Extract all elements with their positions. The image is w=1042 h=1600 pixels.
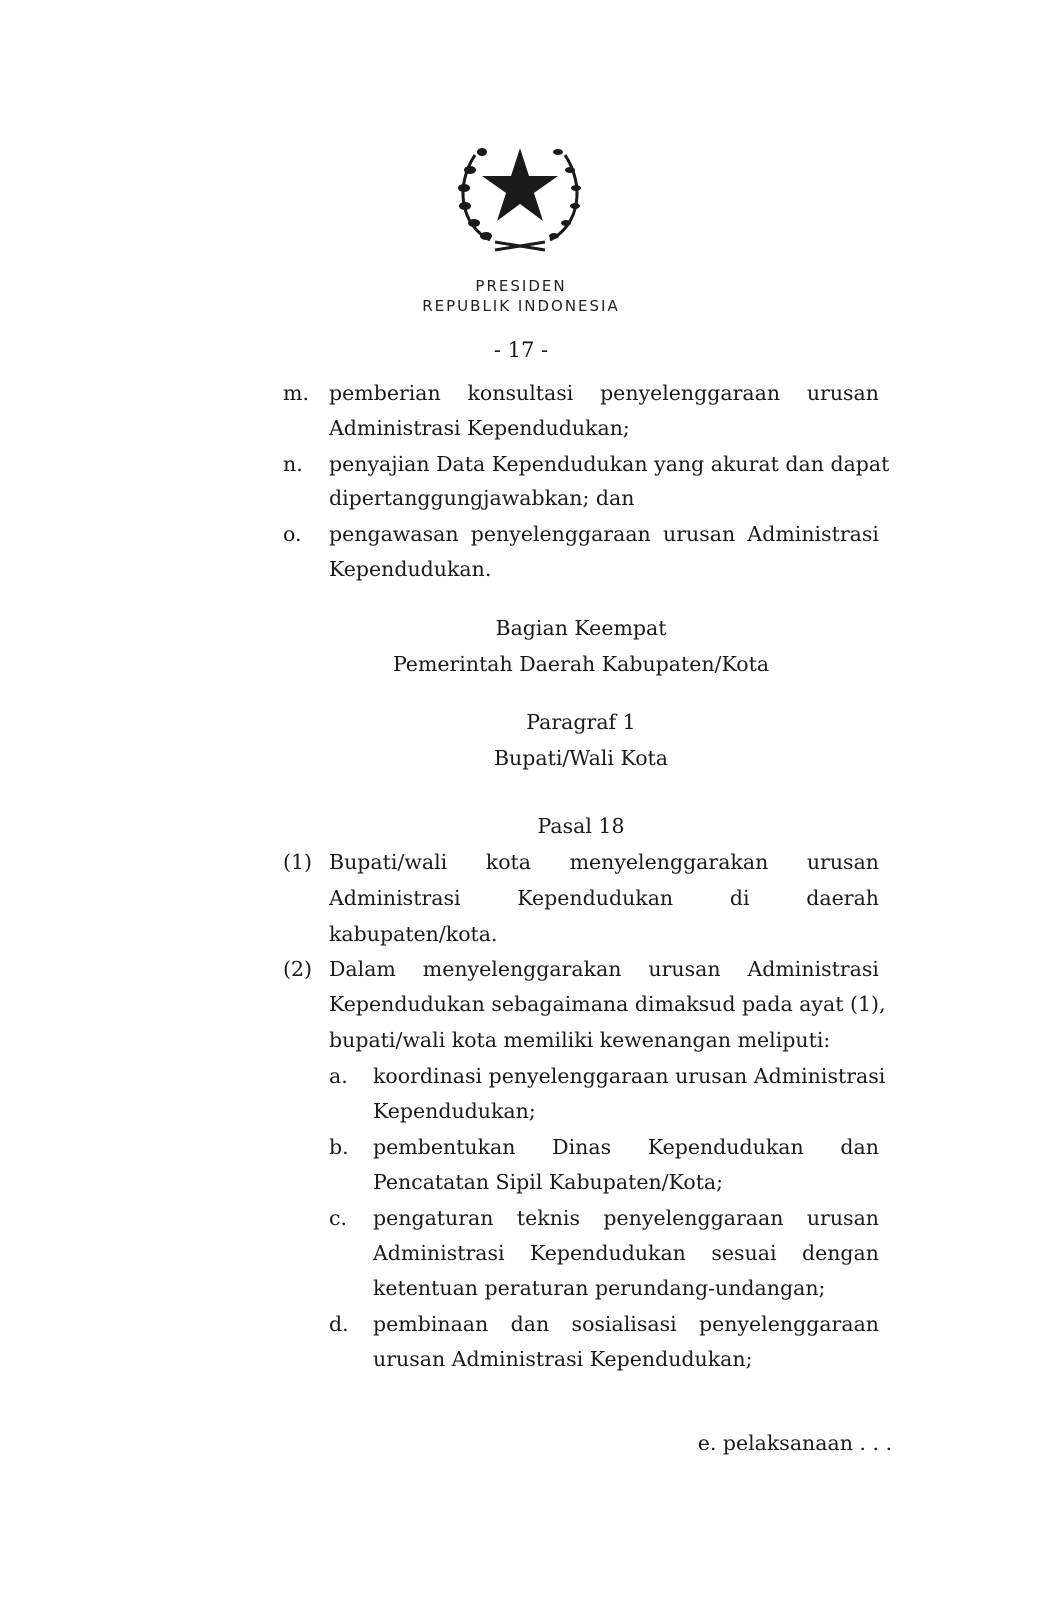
list-item-o-line2: Kependudukan. [329, 557, 492, 581]
list-label-o: o. [283, 522, 302, 546]
word: penyelenggaraan [600, 381, 781, 405]
word: daerah [806, 886, 879, 910]
word: sosialisasi [571, 1312, 677, 1336]
word: Administrasi [747, 957, 879, 981]
ayat-2-line3: bupati/wali kota memiliki kewenangan meliputi: [329, 1028, 831, 1052]
list-item-n-line1: penyajian Data Kependudukan yang akurat dan dapat [329, 452, 890, 476]
word: menyelenggarakan [422, 957, 622, 981]
word: urusan [648, 957, 721, 981]
continuation-footer: e. pelaksanaan . . . [697, 1431, 892, 1455]
ayat-1-line2 [329, 888, 879, 909]
word: dan [510, 1312, 550, 1336]
sub-a-line1: koordinasi penyelenggaraan urusan Administrasi [373, 1064, 886, 1088]
word: urusan [806, 850, 879, 874]
word: Kependudukan [530, 1241, 686, 1265]
ayat-label-1: (1) [283, 850, 313, 874]
page-number: - 17 - [493, 338, 549, 362]
word: urusan [806, 381, 879, 405]
word: urusan [806, 1206, 879, 1230]
word: konsultasi [467, 381, 574, 405]
word: pengawasan [329, 522, 459, 546]
sub-c-line1 [373, 1208, 879, 1229]
word: Dinas [552, 1135, 612, 1159]
word: penyelenggaraan [603, 1206, 784, 1230]
sub-d-line2: urusan Administrasi Kependudukan; [373, 1347, 753, 1371]
ayat-1-line1 [329, 852, 879, 873]
sub-b-line1 [373, 1137, 879, 1158]
ayat-2-line1 [329, 959, 879, 980]
word: penyelenggaraan [699, 1312, 879, 1336]
list-item-n-line2: dipertanggungjawabkan; dan [329, 486, 635, 510]
word: sesuai [711, 1241, 777, 1265]
ayat-2-line2: Kependudukan sebagaimana dimaksud pada ayat (1), [329, 992, 886, 1016]
word: teknis [516, 1206, 580, 1230]
list-label-n: n. [283, 452, 303, 476]
presidential-emblem-icon [450, 130, 590, 260]
header-presiden: PRESIDEN [475, 277, 567, 295]
word: Administrasi [373, 1241, 505, 1265]
sub-b-line2: Pencatatan Sipil Kabupaten/Kota; [373, 1170, 724, 1194]
header-republik: REPUBLIK INDONESIA [422, 297, 620, 315]
sub-c-line2 [373, 1243, 879, 1264]
sub-a-line2: Kependudukan; [373, 1099, 536, 1123]
list-item-o-line1 [329, 524, 879, 545]
sub-label-a: a. [329, 1064, 348, 1088]
word: Administrasi [747, 522, 879, 546]
word: pembentukan [373, 1135, 516, 1159]
word: menyelenggarakan [569, 850, 769, 874]
paragraf-heading: Paragraf 1 [526, 710, 636, 734]
ayat-label-2: (2) [283, 957, 313, 981]
word: kota [485, 850, 531, 874]
word: Administrasi [329, 886, 461, 910]
word: urusan [663, 522, 736, 546]
word: pengaturan [373, 1206, 494, 1230]
sub-label-c: c. [329, 1206, 347, 1230]
bagian-heading: Bagian Keempat [495, 616, 667, 640]
ayat-1-line3: kabupaten/kota. [329, 922, 498, 946]
word: Kependudukan [647, 1135, 804, 1159]
sub-label-d: d. [329, 1312, 349, 1336]
word: dengan [801, 1241, 879, 1265]
word: pembinaan [373, 1312, 489, 1336]
sub-c-line3: ketentuan peraturan perundang-undangan; [373, 1276, 826, 1300]
word: Dalam [329, 957, 396, 981]
sub-label-b: b. [329, 1135, 349, 1159]
word: di [729, 886, 750, 910]
bagian-title: Pemerintah Daerah Kabupaten/Kota [392, 652, 770, 676]
list-item-m-line2: Administrasi Kependudukan; [329, 416, 630, 440]
list-label-m: m. [283, 381, 309, 405]
paragraf-title: Bupati/Wali Kota [493, 746, 669, 770]
sub-d-line1 [373, 1314, 879, 1335]
word: pemberian [329, 381, 441, 405]
word: penyelenggaraan [470, 522, 651, 546]
word: dan [840, 1135, 879, 1159]
pasal-heading: Pasal 18 [537, 814, 625, 838]
word: Bupati/wali [329, 850, 448, 874]
word: Kependudukan [517, 886, 674, 910]
list-item-m-line1 [329, 383, 879, 404]
